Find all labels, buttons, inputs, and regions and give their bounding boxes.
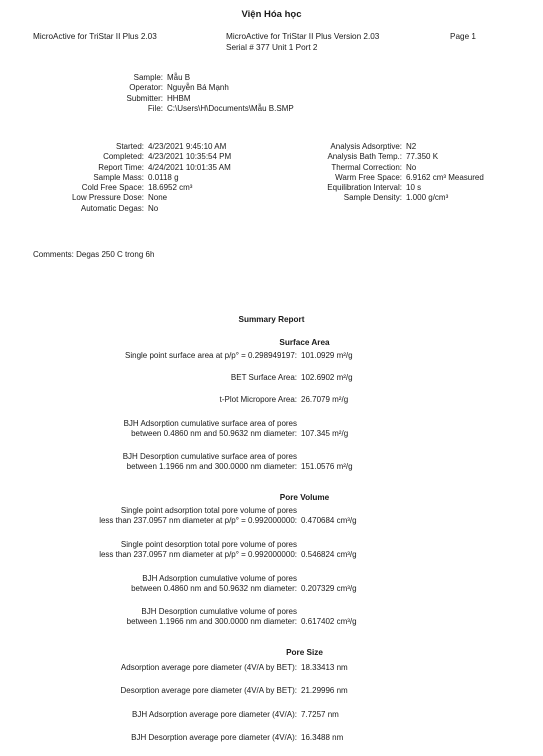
result-label [0, 452, 297, 473]
thermal-correction-row [0, 163, 484, 173]
warm-free-space-row [0, 173, 484, 183]
submitter-row [0, 94, 294, 104]
result-label [0, 663, 297, 673]
completed-value: 4/23/2021 10:35:54 PM [148, 152, 232, 162]
result-label-line2: Adsorption average pore diameter (4V/A by BET): [120, 663, 297, 672]
result-value: 26.7079 m²/g [301, 395, 349, 404]
cold-free-space-value: 18.6952 cm³ [148, 183, 193, 193]
thermal-correction-value: No [406, 162, 417, 172]
result-label-line2: between 1.1966 nm and 300.0000 nm diameter: [126, 462, 297, 472]
result-label [0, 607, 297, 628]
result-label-line1: Single point adsorption total pore volume of pores [120, 506, 297, 515]
result-label-line2: BJH Adsorption average pore diameter (4V/A): [132, 710, 297, 719]
analysis-info-right [0, 142, 484, 204]
result-row [0, 351, 353, 361]
submitter-value: HHBM [167, 93, 191, 103]
sample-info [0, 73, 294, 114]
bath-temp-value: 77.350 K [406, 152, 439, 162]
adsorptive-row [0, 142, 484, 152]
page-number: Page 1 [450, 32, 476, 41]
result-label-line1: Single point desorption total pore volume of pores [120, 540, 297, 549]
sample-density-row [0, 193, 484, 203]
result-label [0, 710, 297, 720]
organization-title: Viện Hóa học [241, 9, 302, 20]
automatic-degas-label: Automatic Degas: [80, 203, 144, 213]
result-label-line2: less than 237.0957 nm diameter at p/p° = 0.992000000: [99, 516, 297, 526]
result-label-line2: BET Surface Area: [230, 373, 297, 382]
started-value: 4/23/2021 9:45:10 AM [148, 142, 227, 151]
result-label-line1: BJH Desorption cumulative volume of pores [141, 607, 297, 616]
result-label-line2: between 0.4860 nm and 50.9632 nm diameter: [131, 429, 297, 439]
result-label-line2: t-Plot Micropore Area: [219, 395, 297, 404]
warm-free-space-label: Warm Free Space: [335, 172, 402, 182]
result-label [0, 686, 297, 696]
operator-value: Nguyễn Bá Mạnh [167, 83, 229, 93]
result-label [0, 351, 297, 361]
adsorptive-value: N2 [406, 142, 417, 151]
result-value: 101.0929 m²/g [301, 351, 353, 360]
result-row [0, 733, 343, 743]
warm-free-space-value: 6.9162 cm³ Measured [406, 172, 484, 182]
software-version: MicroActive for TriStar II Plus Version 2.03 [226, 32, 380, 41]
sample-row [0, 73, 294, 83]
result-label-line2: Single point surface area at p/p° = 0.298949197: [125, 351, 297, 360]
result-label [0, 419, 297, 440]
bath-temp-row [0, 152, 484, 162]
result-row [0, 663, 348, 673]
result-value: 0.470684 cm³/g [301, 516, 357, 526]
sample-mass-label: Sample Mass: [93, 172, 144, 182]
serial-unit-port: Serial # 377 Unit 1 Port 2 [226, 42, 318, 52]
low-pressure-dose-label: Low Pressure Dose: [71, 193, 144, 203]
bath-temp-label: Analysis Bath Temp.: [327, 152, 402, 162]
result-row [0, 395, 348, 405]
result-row [0, 574, 357, 595]
result-label-line1: BJH Adsorption cumulative surface area of pores [123, 419, 297, 428]
sample-mass-value: 0.0118 g [148, 172, 179, 182]
thermal-correction-label: Thermal Correction: [331, 162, 402, 172]
result-label-line2: between 1.1966 nm and 300.0000 nm diameter: [126, 617, 297, 627]
result-label [0, 574, 297, 595]
result-label [0, 540, 297, 561]
result-label [0, 733, 297, 743]
result-value: 107.345 m²/g [301, 429, 349, 439]
file-label: File: [147, 103, 163, 113]
submitter-label: Submitter: [126, 93, 163, 103]
report-title: Summary Report [238, 315, 305, 324]
operator-row [0, 83, 294, 93]
adsorptive-label: Analysis Adsorptive: [330, 142, 402, 151]
result-row [0, 419, 348, 440]
result-value: 0.617402 cm³/g [301, 617, 357, 627]
sample-density-label: Sample Density: [343, 193, 402, 203]
report-time-label: Report Time: [98, 162, 144, 172]
report-time-value: 4/24/2021 10:01:35 AM [148, 162, 231, 172]
result-row [0, 452, 353, 473]
file-row [0, 104, 294, 114]
result-value: 18.33413 nm [301, 663, 348, 672]
result-label-line2: Desorption average pore diameter (4V/A by BET): [120, 686, 297, 695]
low-pressure-dose-value: None [148, 193, 168, 203]
completed-label: Completed: [103, 152, 144, 162]
operator-label: Operator: [129, 83, 163, 93]
software-version-block [226, 32, 379, 53]
file-value: C:\Users\H\Documents\Mẫu B.SMP [167, 103, 294, 113]
result-value: 21.29996 nm [301, 686, 348, 695]
automatic-degas-value: No [148, 203, 159, 213]
software-name: MicroActive for TriStar II Plus 2.03 [33, 32, 157, 41]
result-label-line2: less than 237.0957 nm diameter at p/p° = 0.992000000: [99, 550, 297, 560]
result-label-line2: BJH Desorption average pore diameter (4V/A): [131, 733, 297, 742]
result-label [0, 395, 297, 405]
result-row [0, 686, 348, 696]
section-title-pore-size: Pore Size [286, 648, 323, 657]
result-label-line1: BJH Adsorption cumulative volume of pores [142, 574, 297, 583]
result-row [0, 607, 357, 628]
result-label-line1: BJH Desorption cumulative surface area of pores [122, 452, 297, 461]
result-value: 102.6902 m²/g [301, 373, 353, 382]
result-row [0, 540, 357, 561]
equilibration-interval-row [0, 183, 484, 193]
result-value: 0.207329 cm³/g [301, 584, 357, 594]
result-value: 7.7257 nm [301, 710, 339, 719]
comments: Comments: Degas 250 C trong 6h [33, 250, 155, 259]
section-title-pore-volume: Pore Volume [279, 493, 330, 502]
result-value: 151.0576 m²/g [301, 462, 353, 472]
result-label-line2: between 0.4860 nm and 50.9632 nm diameter: [131, 584, 297, 594]
started-label: Started: [115, 142, 144, 151]
sample-value: Mẫu B [167, 73, 191, 82]
result-row [0, 506, 357, 527]
sample-density-value: 1.000 g/cm³ [406, 193, 449, 203]
automatic-degas-row [0, 204, 231, 214]
result-value: 16.3488 nm [301, 733, 344, 742]
sample-label: Sample: [133, 73, 163, 82]
result-value: 0.546824 cm³/g [301, 550, 357, 560]
cold-free-space-label: Cold Free Space: [81, 183, 144, 193]
section-title-surface-area: Surface Area [279, 338, 330, 347]
result-label [0, 506, 297, 527]
equilibration-interval-label: Equilibration Interval: [327, 183, 402, 193]
equilibration-interval-value: 10 s [406, 183, 422, 193]
result-row [0, 710, 339, 720]
result-label [0, 373, 297, 383]
result-row [0, 373, 353, 383]
